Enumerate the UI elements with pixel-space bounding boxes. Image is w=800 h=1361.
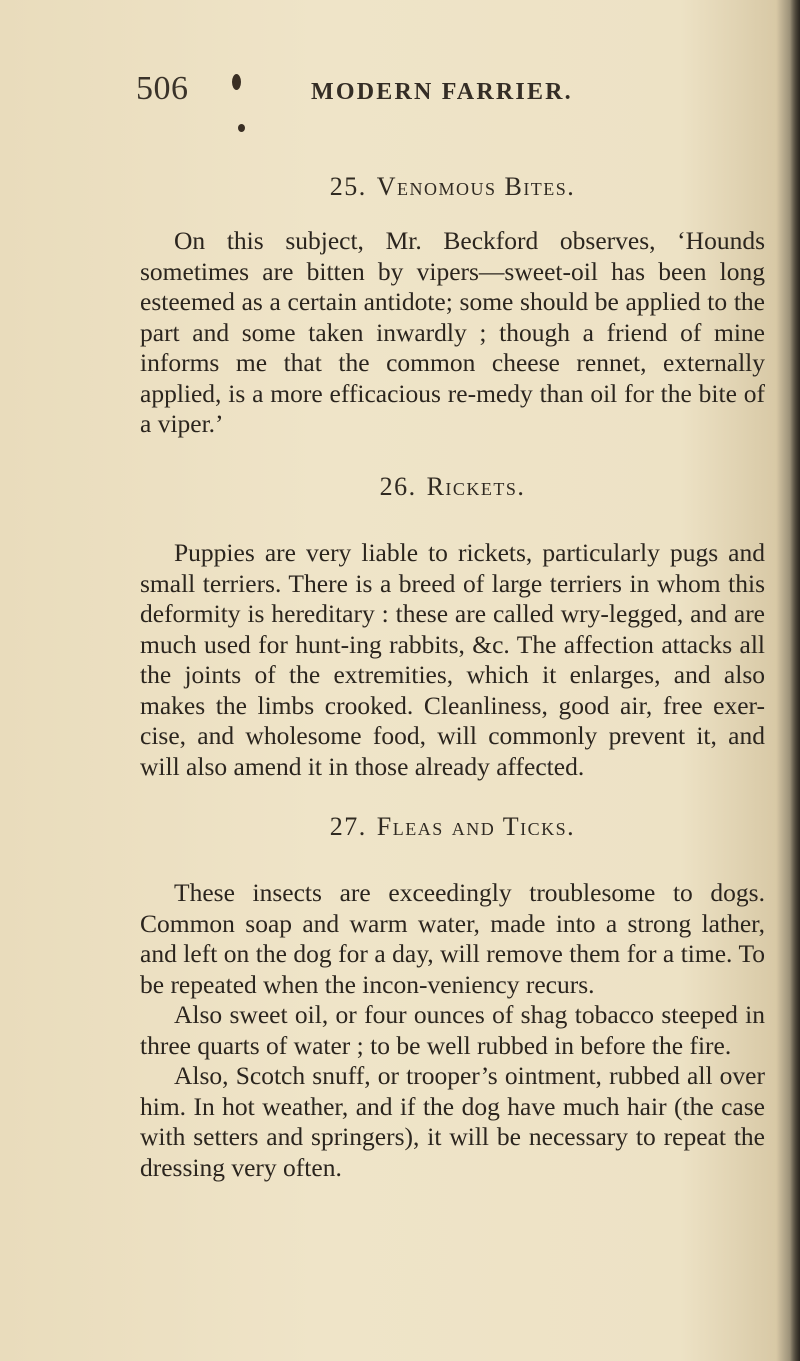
section-heading	[140, 172, 765, 202]
ink-blemish	[232, 74, 241, 90]
section-title: Venomous Bites.	[376, 172, 576, 201]
section-heading	[140, 472, 765, 502]
ink-blemish	[238, 124, 245, 132]
section-number: 27.	[329, 812, 367, 841]
section-number: 25.	[329, 172, 367, 201]
paragraph: Puppies are very liable to rickets, particularly pugs and small terriers. There is a breed of large terriers in whom this deformity is hereditary : these are called wry-legged, and are much used for hunt-ing rabbits, &c. The affection attacks all the joints of the extremities, which it enlarges, and also makes the limbs crooked. Cleanliness, good air, free exer-cise, and wholesome food, will commonly prevent it, and will also amend it in those already affected.	[140, 538, 765, 781]
paragraph: Also, Scotch snuff, or trooper’s ointment, rubbed all over him. In hot weather, and if the dog have much hair (the case with setters and springers), it will be necessary to repeat the dressing very often.	[140, 1061, 765, 1182]
section-number: 26.	[379, 472, 417, 501]
paragraph: On this subject, Mr. Beckford observes, ‘Hounds sometimes are bitten by vipers—sweet-oil has been long esteemed as a certain antidote; some should be applied to the part and some taken inwardly ; though a friend of mine informs me that the common cheese rennet, externally applied, is a more efficacious re-medy than oil for the bite of a viper.’	[140, 226, 765, 438]
section-title: Fleas and Ticks.	[376, 812, 576, 841]
page-number: 506	[136, 70, 189, 107]
section-heading	[140, 812, 765, 842]
paragraph: These insects are exceedingly troublesome to dogs. Common soap and warm water, made into a strong lather, and left on the dog for a day, will remove them for a time. To be repeated when the incon-veniency recurs.	[140, 878, 765, 999]
page-edge-shadow	[790, 0, 800, 1361]
running-title: MODERN FARRIER.	[311, 79, 573, 105]
section-fleas-and-ticks	[140, 812, 765, 1183]
section-rickets	[140, 472, 765, 782]
paragraph: Also sweet oil, or four ounces of shag tobacco steeped in three quarts of water ; to be well rubbed in before the fire.	[140, 1000, 765, 1060]
section-venomous-bites	[140, 172, 765, 440]
running-head	[136, 70, 756, 114]
section-title: Rickets.	[426, 472, 526, 501]
